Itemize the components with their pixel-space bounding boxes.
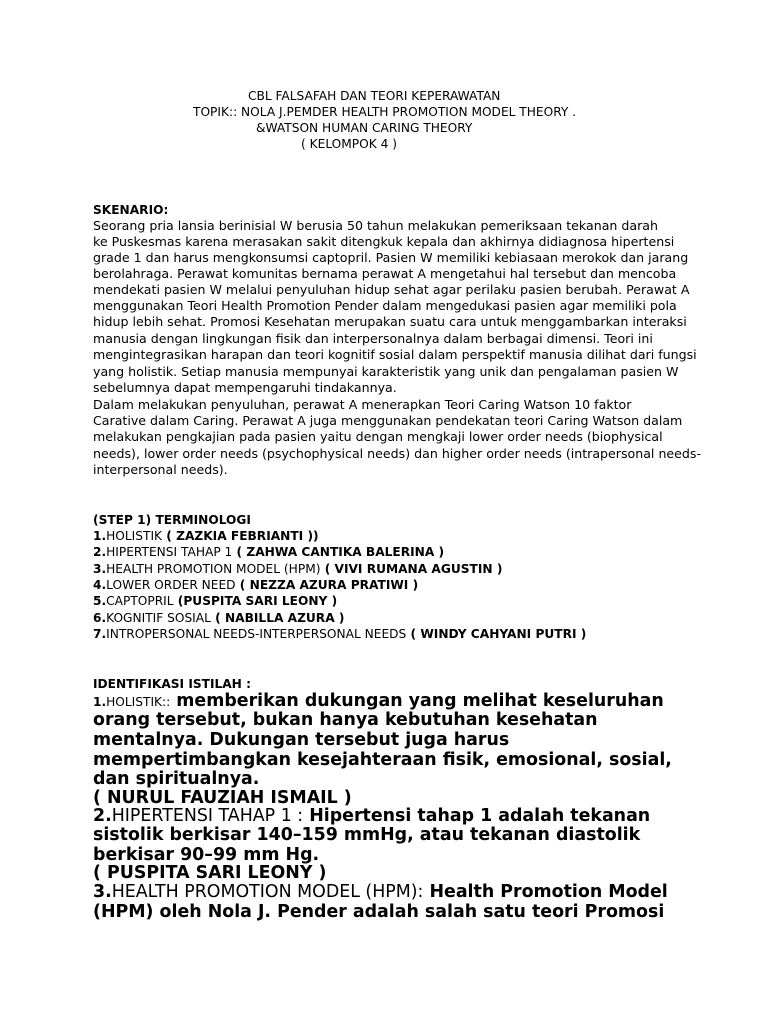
skenario-line: menggunakan Teori Health Promotion Pender dalam mengedukasi pasien agar memiliki pola: [93, 298, 677, 313]
identifikasi-item-3: 3.HEALTH PROMOTION MODEL (HPM): Health Promotion Model: [93, 882, 668, 902]
definition-line: mempertimbangkan kesejahteraan fisik, emosional, sosial,: [93, 750, 672, 770]
doc-title: CBL FALSAFAH DAN TEORI KEPERAWATAN: [248, 89, 501, 103]
definition-line: orang tersebut, bukan hanya kebutuhan kesehatan: [93, 710, 598, 730]
skenario-line: mengintegrasikan harapan dan teori kognitif sosial dalam perspektif manusia dilihat dari fungsi: [93, 347, 697, 362]
definition-line: (HPM) oleh Nola J. Pender adalah salah satu teori Promosi: [93, 902, 665, 922]
skenario-line: Seorang pria lansia berinisial W berusia 50 tahun melakukan pemeriksaan tekanan darah: [93, 218, 658, 233]
skenario-line: berolahraga. Perawat komunitas bernama perawat A mengetahui hal tersebut dan mencoba: [93, 266, 677, 281]
doc-group: ( KELOMPOK 4 ): [301, 137, 397, 151]
terminologi-item: 7.INTROPERSONAL NEEDS-INTERPERSONAL NEEDS ( WINDY CAHYANI PUTRI ): [93, 627, 587, 641]
skenario-line: ke Puskesmas karena merasakan sakit ditengkuk kepala dan akhirnya didiagnosa hipertensi: [93, 234, 675, 249]
doc-topic: TOPIK:: NOLA J.PEMDER HEALTH PROMOTION MODEL THEORY .: [193, 105, 577, 119]
skenario-heading: SKENARIO:: [93, 203, 169, 217]
skenario-line: Carative dalam Caring. Perawat A juga menggunakan pendekatan teori Caring Watson dalam: [93, 413, 683, 428]
definition-line: berkisar 90–99 mm Hg.: [93, 845, 320, 865]
skenario-line: mendekati pasien W melalui penyuluhan hidup sehat agar perilaku pasien berubah. Perawat A: [93, 282, 690, 297]
definition-line: dan spiritualnya.: [93, 769, 260, 789]
skenario-line: grade 1 dan harus mengkonsumsi captopril. Pasien W memiliki kebiasaan merokok dan jarang: [93, 250, 689, 265]
skenario-line: Dalam melakukan penyuluhan, perawat A menerapkan Teori Caring Watson 10 faktor: [93, 397, 632, 412]
doc-topic-2: &WATSON HUMAN CARING THEORY: [256, 121, 473, 135]
terminologi-item: 1.HOLISTIK ( ZAZKIA FEBRIANTI )): [93, 529, 319, 543]
skenario-line: manusia dengan lingkungan fisik dan interpersonalnya dalam berbagai dimensi. Teori ini: [93, 331, 653, 346]
terminologi-item: 4.LOWER ORDER NEED ( NEZZA AZURA PRATIWI ): [93, 578, 419, 592]
skenario-line: needs), lower order needs (psychophysical needs) dan higher order needs (intrapersonal needs-: [93, 446, 702, 461]
terminologi-item: 5.CAPTOPRIL (PUSPITA SARI LEONY ): [93, 594, 338, 608]
definition-line: sistolik berkisar 140–159 mmHg, atau tekanan diastolik: [93, 825, 641, 845]
definition-author: ( PUSPITA SARI LEONY ): [93, 863, 327, 883]
identifikasi-item-2: 2.HIPERTENSI TAHAP 1 : Hipertensi tahap 1 adalah tekanan: [93, 806, 651, 826]
terminologi-item: 6.KOGNITIF SOSIAL ( NABILLA AZURA ): [93, 611, 345, 625]
skenario-line: melakukan pengkajian pada pasien yaitu dengan mengkaji lower order needs (biophysical: [93, 429, 663, 444]
terminologi-heading: (STEP 1) TERMINOLOGI: [93, 513, 251, 527]
terminologi-item: 2.HIPERTENSI TAHAP 1 ( ZAHWA CANTIKA BALERINA ): [93, 545, 445, 559]
definition-line: mentalnya. Dukungan tersebut juga harus: [93, 730, 510, 750]
skenario-line: sebelumnya dapat mempengaruhi tindakannya.: [93, 380, 397, 395]
identifikasi-heading: IDENTIFIKASI ISTILAH :: [93, 677, 251, 691]
identifikasi-item-1: 1.HOLISTIK:: memberikan dukungan yang melihat keseluruhan: [93, 691, 664, 711]
terminologi-item: 3.HEALTH PROMOTION MODEL (HPM) ( VIVI RUMANA AGUSTIN ): [93, 562, 503, 576]
skenario-line: yang holistik. Setiap manusia mempunyai karakteristik yang unik dan pengalaman pasien W: [93, 364, 679, 379]
definition-author: ( NURUL FAUZIAH ISMAIL ): [93, 788, 352, 808]
skenario-line: hidup lebih sehat. Promosi Kesehatan merupakan suatu cara untuk menggambarkan interaksi: [93, 314, 687, 329]
skenario-line: interpersonal needs).: [93, 462, 228, 477]
